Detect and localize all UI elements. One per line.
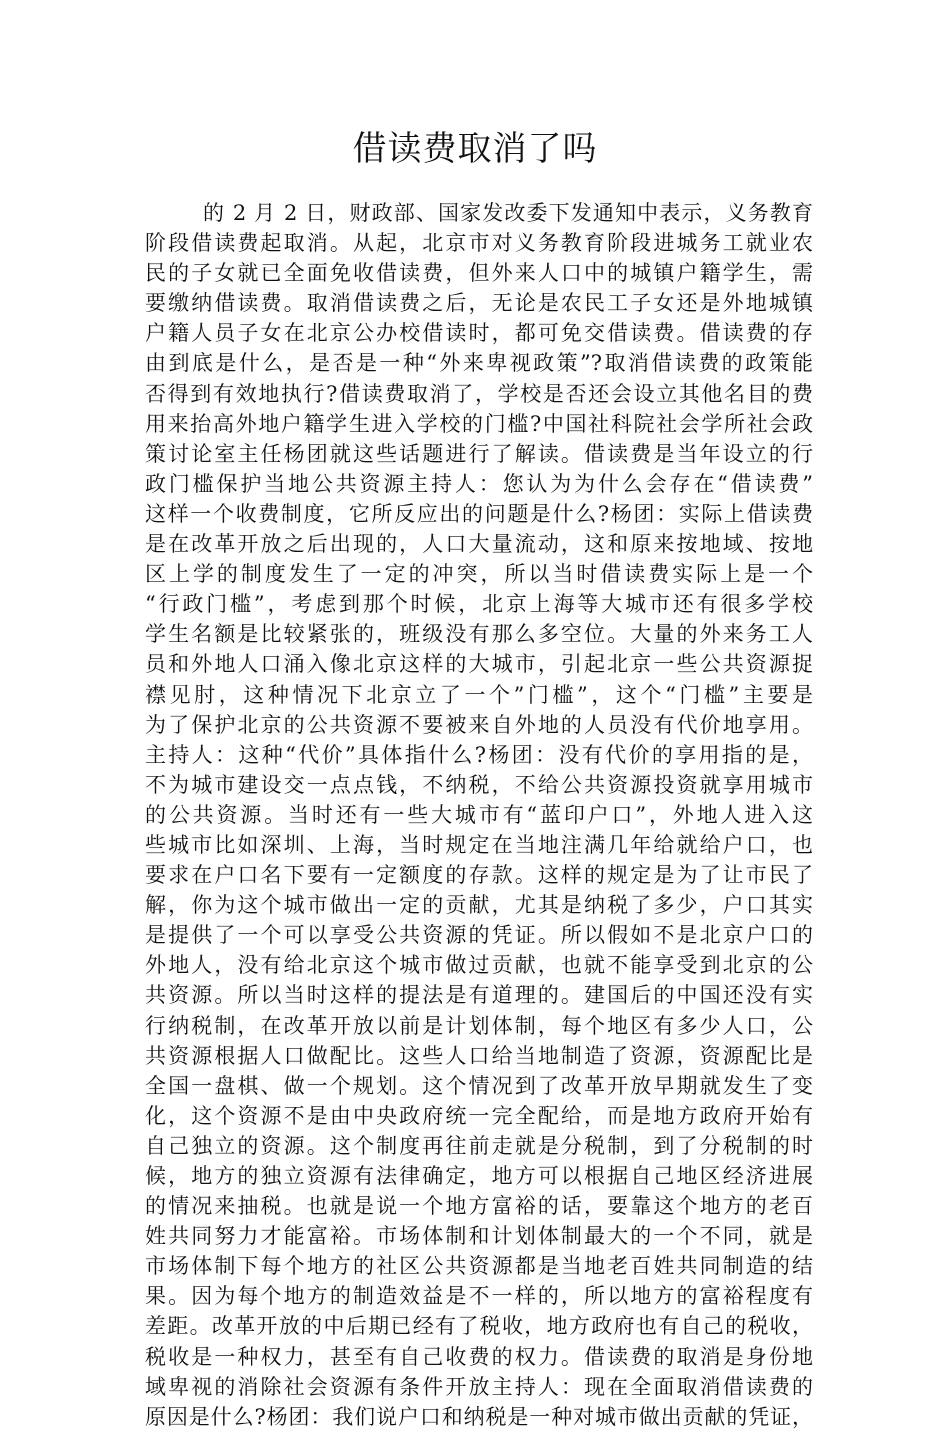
- body-text-line: 户籍人员子女在北京公办校借读时，都可免交借读费。借读费的存: [145, 321, 813, 346]
- document-body: [145, 198, 813, 1432]
- body-text-line: 外地人，没有给北京这个城市做过贡献，也就不能享受到北京的公: [145, 953, 813, 978]
- body-text-line: 为了保护北京的公共资源不要被来自外地的人员没有代价地享用。: [145, 712, 813, 737]
- body-text-line: 是提供了一个可以享受公共资源的凭证。所以假如不是北京户口的: [145, 923, 813, 948]
- body-text-line: 否得到有效地执行?借读费取消了，学校是否还会设立其他名目的费: [145, 381, 813, 406]
- document-title: 借读费取消了吗: [352, 129, 598, 169]
- body-text-line: 姓共同努力才能富裕。市场体制和计划体制最大的一个不同，就是: [145, 1224, 813, 1249]
- body-text-line: 的公共资源。当时还有一些大城市有“蓝印户口”，外地人进入这: [145, 802, 813, 827]
- body-text-line: 解，你为这个城市做出一定的贡献，尤其是纳税了多少，户口其实: [145, 893, 813, 918]
- body-text-line: 策讨论室主任杨团就这些话题进行了解读。借读费是当年设立的行: [145, 441, 813, 466]
- body-text-line: 这样一个收费制度，它所反应出的问题是什么?杨团：实际上借读费: [145, 501, 813, 526]
- body-text-line: 区上学的制度发生了一定的冲突，所以当时借读费实际上是一个: [145, 562, 813, 587]
- body-text-line: 民的子女就已全面免收借读费，但外来人口中的城镇户籍学生，需: [145, 261, 813, 286]
- body-text-line: 的情况来抽税。也就是说一个地方富裕的话，要靠这个地方的老百: [145, 1194, 813, 1219]
- body-text-line: 些城市比如深圳、上海，当时规定在当地注满几年给就给户口，也: [145, 832, 813, 857]
- body-text-line: 税收是一种权力，甚至有自己收费的权力。借读费的取消是身份地: [145, 1344, 813, 1369]
- body-text-line: 员和外地人口涌入像北京这样的大城市，引起北京一些公共资源捉: [145, 652, 813, 677]
- body-text-line: 用来抬高外地户籍学生进入学校的门槛?中国社科院社会学所社会政: [145, 411, 813, 436]
- body-text-line: 原因是什么?杨团：我们说户口和纳税是一种对城市做出贡献的凭证，: [145, 1404, 813, 1429]
- body-text-line: 主持人：这种“代价”具体指什么?杨团：没有代价的享用指的是，: [145, 742, 813, 767]
- body-text-line: 襟见肘，这种情况下北京立了一个”门槛”，这个“门槛”主要是: [145, 682, 813, 707]
- body-text-line: 不为城市建设交一点点钱，不纳税，不给公共资源投资就享用城市: [145, 772, 813, 797]
- body-text-line: “行政门槛”，考虑到那个时候，北京上海等大城市还有很多学校: [145, 592, 813, 617]
- body-text-line: 候，地方的独立资源有法律确定，地方可以根据自己地区经济进展: [145, 1164, 813, 1188]
- body-text-line: 自己独立的资源。这个制度再往前走就是分税制，到了分税制的时: [145, 1133, 813, 1158]
- body-text-line: 行纳税制，在改革开放以前是计划体制，每个地区有多少人口，公: [145, 1013, 813, 1038]
- body-text-line: 市场体制下每个地方的社区公共资源都是当地老百姓共同制造的结: [145, 1254, 813, 1279]
- body-text-line: 差距。改革开放的中后期已经有了税收，地方政府也有自己的税收，: [145, 1314, 813, 1339]
- body-text-line: 全国一盘棋、做一个规划。这个情况到了改革开放早期就发生了变: [145, 1073, 813, 1098]
- body-text-line: 共资源。所以当时这样的提法是有道理的。建国后的中国还没有实: [145, 983, 813, 1008]
- body-text-line: 要缴纳借读费。取消借读费之后，无论是农民工子女还是外地城镇: [145, 291, 813, 316]
- body-text-line: 学生名额是比较紧张的，班级没有那么多空位。大量的外来务工人: [145, 622, 813, 647]
- body-text-line: 化，这个资源不是由中央政府统一完全配给，而是地方政府开始有: [145, 1103, 813, 1128]
- body-text-line: 的 2 月 2 日，财政部、国家发改委下发通知中表示，义务教育: [203, 201, 813, 225]
- body-text-line: 要求在户口名下要有一定额度的存款。这样的规定是为了让市民了: [145, 863, 813, 888]
- body-text-line: 阶段借读费起取消。从起，北京市对义务教育阶段进城务工就业农: [145, 231, 813, 256]
- body-text-line: 果。因为每个地方的制造效益是不一样的，所以地方的富裕程度有: [145, 1284, 813, 1309]
- body-text-line: 域卑视的消除社会资源有条件开放主持人：现在全面取消借读费的: [145, 1374, 813, 1399]
- body-text-line: 由到底是什么，是否是一种“外来卑视政策”?取消借读费的政策能: [145, 351, 813, 376]
- body-text-line: 政门槛保护当地公共资源主持人：您认为为什么会存在“借读费”: [145, 471, 813, 496]
- body-text-line: 是在改革开放之后出现的，人口大量流动，这和原来按地域、按地: [145, 532, 813, 557]
- body-text-line: 共资源根据人口做配比。这些人口给当地制造了资源，资源配比是: [145, 1043, 813, 1068]
